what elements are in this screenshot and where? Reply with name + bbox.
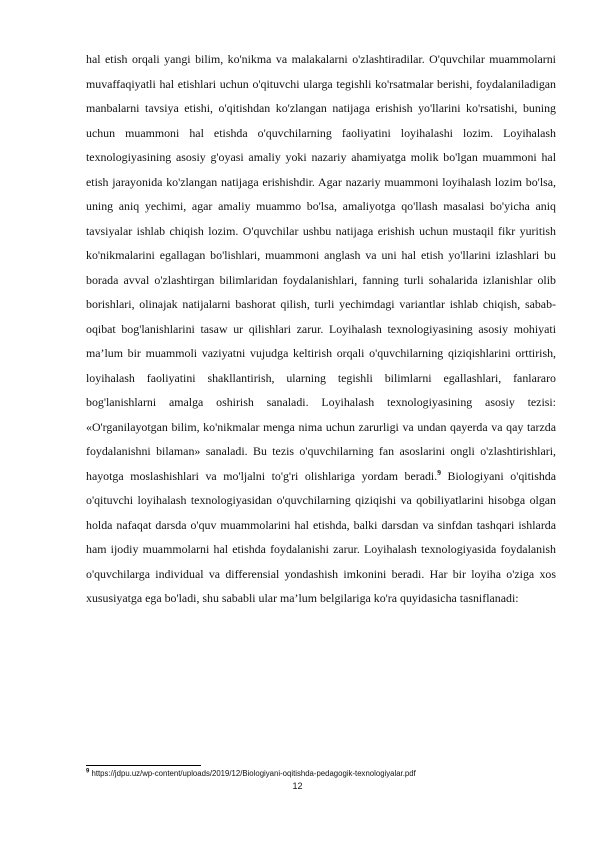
page-number: 12	[292, 781, 303, 791]
footnote-link[interactable]: https://jdpu.uz/wp-content/uploads/2019/12/Biologiyani-oqitishda-pedagogik-texnologiyalar.pdf	[89, 769, 416, 778]
paragraph-part-2: Biologiyani o'qitishda o'qituvchi loyihalash texnologiyasidan o'quvchilarning qiziqishi va qobiliyatlarini hisobga olgan holda nafaqat darsda o'quv muammolarini hal etishda, balki darsdan va sinfdan tashqari ishlarda ham ijodiy muammolarni hal etishda foydalanishi zarur. Loyihalash texnologiyasida foydalanish o'quvchilarga individual va differensial yondashish imkonini beradi. Har bir loyiha o'ziga xos xususiyatga ega bo'ladi, shu sababli ular ma’lum belgilariga ko'ra quyidasicha tasniflanadi:	[86, 468, 556, 605]
footnote-divider	[86, 765, 201, 766]
paragraph-part-1: hal etish orqali yangi bilim, ko'nikma va malakalarni o'zlashtiradilar. O'quvchilar muammolarni muvaffaqiyatli hal etishlari uchun o'qituvchi ularga tegishli ko'rsatmalar berishi, foydalaniladigan manbalarni tavsiya etishi, o'qitishdan ko'zlangan natijaga erishish yo'llarini ko'rsatishi, buning uchun muammoni hal etishda o'quvchilarning faoliyatini loyihalashi lozim. Loyihalash texnologiyasining asosiy g'oyasi amaliy yoki nazariy ahamiyatga molik bo'lgan muammoni hal etish jarayonida ko'zlangan natijaga erishishdir. Agar nazariy muammoni loyihalash lozim bo'lsa, uning aniq yechimi, agar amaliy muammo bo'lsa, amaliyotga qo'llash masalasi bo'yicha aniq tavsiyalar ishlab chiqish lozim. O'quvchilar ushbu natijaga erishish uchun mustaqil fikr yuritish ko'nikmalarini egallagan bo'lishlari, muammoni anglash va uni hal etish yo'llarini izlashlari bu borada avval o'zlashtirgan bilimlaridan foydalanishlari, fanning turli sohalarida izlanishlar olib borishlari, olinajak natijalarni bashorat qilish, turli yechimdagi variantlar ishlab chiqish, sabab-oqibat bog'lanishlarini tasaw ur qilishlari zarur. Loyihalash texnologiyasining asosiy mohiyati ma’lum bir muammoli vaziyatni vujudga keltirish orqali o'quvchilarning qiziqishlarini orttirish, loyihalash faoliyatini shakllantirish, ularning tegishli bilimlarni egallashlari, fanlararo bog'lanishlarni amalga oshirish sanaladi. Loyihalash texnologiyasining asosiy tezisi: «O'rganilayotgan bilim, ko'nikmalar menga nima uchun zarurligi va undan qayerda va qay tarzda foydalanishni bilaman» sanaladi. Bu tezis o'quvchilarning fan asoslarini ongli o'zlashtirishlari, hayotga moslashishlari va mo'ljalni to'g'ri olishlariga yordam beradi.	[86, 52, 556, 483]
footnote-number: 9	[86, 768, 90, 775]
paragraph-text	[86, 47, 556, 611]
footnote-reference[interactable]: 9	[437, 467, 441, 477]
footnote	[86, 768, 556, 780]
main-paragraph	[86, 47, 556, 611]
